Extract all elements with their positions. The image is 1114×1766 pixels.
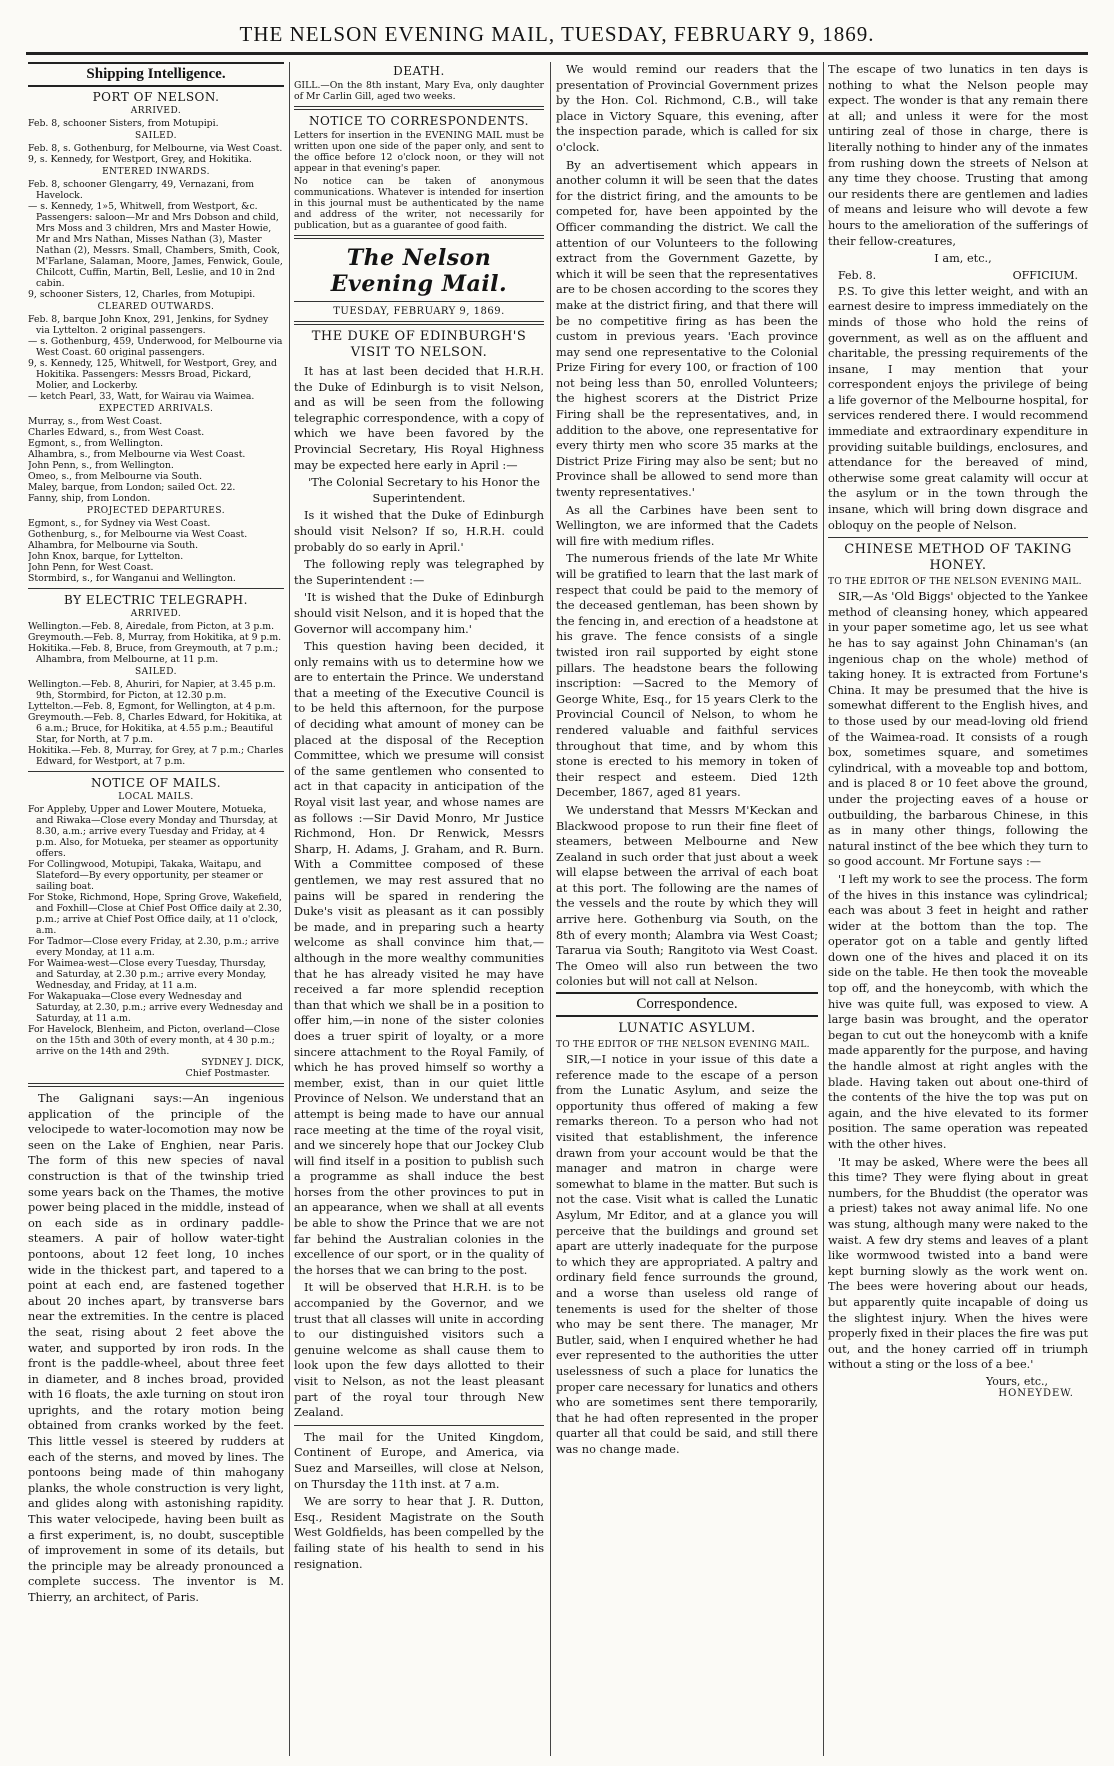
masthead-title: THE NELSON EVENING MAIL, TUESDAY, FEBRUARY 9, 1869. xyxy=(239,22,875,46)
mails-head: NOTICE OF MAILS. xyxy=(90,776,222,790)
letter-signature: OFFICIUM. xyxy=(1012,268,1078,282)
asylum-letter: SIR,—I notice in your issue of this date a reference made to the escape of a person from the Lunatic Asylum, and seize the opportunity thus offered of making a few remarks thereon. To a person who had not visited that establishment, the inference drawn from your account would be that the manager and matron in charge were somewhat to blame in the matter. But such is not the case. Visit what is called the Lunatic Asylum, Mr Editor, and at a glance you will perceive that the buildings and ground set apart are utterly inadequate for the purpose to which they are appropriated. A paltry and ordinary field fence surrounds the ground, and a worse than useless old range of tenements is used for the shelter of those who may be sent there. The manager, Mr Butler, said, when I enquired whether he had ever represented to the authorities the utter uselessness of such a place for lunatics the proper care necessary for lunatics and others who are sometimes sent there temporarily, that he had often represented in the proper quarter all that could be said, and still there was no change made. xyxy=(556,1053,818,1456)
column-2 xyxy=(294,62,544,1756)
telegraph-entry: Hokitika.—Feb. 8, Murray, for Grey, at 7 p.m.; Charles Edward, for Westport, at 7 p.m. xyxy=(28,745,284,767)
divider xyxy=(294,301,544,302)
masthead-rule xyxy=(26,52,1088,55)
honey-paragraph: 'I left my work to see the process. The form of the hives in this instance was cylindrical; each was about 3 feet in height and rather wider at the bottom than the top. The operator got on a table and gently lifted down one of the hives and placed it on its side on the table. He then took the moveable top off, and the honeycomb, with which the hive was quite full, was exposed to view. A large basin was brought, and the operator began to cut out the honeycomb with a knife made apparently for the purpose, and having the handle almost at right angles with the blade. Having taken out about one-third of the contents of the hive the top was put on again, and the hive elevated to its former position. The same operation was repeated with the other hives. xyxy=(828,872,1088,1151)
to-editor: TO THE EDITOR OF THE NELSON EVENING MAIL. xyxy=(828,577,1082,588)
local-paragraph: We understand that Messrs M'Keckan and Blackwood propose to run their fine fleet of steamers, between Melbourne and New Zealand in such order that just about a week will elapse between the arrival of each boat at this port. The following are the names of the vessels and the route by which they will arrive here. Gothenburg via South, on the 8th of every month; Alambra via West Coast; Tararua via South; Rangitoto via West Coast. The Omeo will also run between the two colonies but will not call at Nelson. xyxy=(556,803,818,989)
local-paragraph: As all the Carbines have been sent to Wellington, we are informed that the Cadets will fire with medium rifles. xyxy=(556,503,818,548)
honey-paragraph: SIR,—As 'Old Biggs' objected to the Yankee method of cleansing honey, which appeared in your paper sometime ago, let us see what he has to say against John Chinaman's (an ingenious chap on the whole) method of taking honey. It is extracted from Fortune's China. It may be presumed that the hive is somewhat different to the English hives, and to those used by our mead-loving old friend of the Waimea-road. It consists of a rough box, sometimes square, and sometimes cylindrical, with a moveable top and bottom, and is placed 8 or 10 feet above the ground, under the projecting eaves of a house or outbuilding, the barbarous Chinese, in this as in many other things, following the natural instinct of the bee which they turn to so good account. Mr Fortune says :— xyxy=(828,590,1088,869)
column-divider xyxy=(289,62,290,1756)
sub-head: LOCAL MAILS. xyxy=(118,792,194,802)
duke-paragraph: It has at last been decided that H.R.H. the Duke of Edinburgh is to visit Nelson, and as will be seen from the following telegraphic correspondence, with a copy of which we have been favored by the Provincial Secretary, His Royal Highness may be expected here early in April :— xyxy=(294,365,544,472)
column-divider xyxy=(823,62,824,1756)
shipping-title: Shipping Intelligence. xyxy=(28,62,284,87)
sub-head: PROJECTED DEPARTURES. xyxy=(86,506,226,516)
mail-entry: For Waimea-west—Close every Tuesday, Thursday, and Saturday, at 2.30 p.m.; arrive every Monday, Wednesday, and Friday, at 11 a.m. xyxy=(28,958,267,991)
ship-entry: John Penn, s., from Wellington. xyxy=(28,460,174,471)
ship-entry: Fanny, ship, from London. xyxy=(28,493,151,504)
ship-entry: — s. Gothenburg, 459, Underwood, for Melbourne via West Coast. 60 original passengers. xyxy=(28,336,283,358)
telegraph-entry: Lyttelton.—Feb. 8, Egmont, for Wellington, at 4 p.m. xyxy=(28,701,276,712)
notice-text: Letters for insertion in the EVENING MAIL must be written upon one side of the paper only, and sent to the office before 12 o'clock noon, or they will not appear in that evening's paper. xyxy=(294,130,544,174)
sub-head: ENTERED INWARDS. xyxy=(102,167,210,177)
duke-paragraph: The following reply was telegraphed by the Superintendent :— xyxy=(294,558,544,587)
ship-entry: Charles Edward, s., from West Coast. xyxy=(28,427,205,438)
letter-closing: Yours, etc., xyxy=(986,1374,1048,1388)
ship-entry: Egmont, s., from Wellington. xyxy=(28,438,164,449)
death-notice: GILL.—On the 8th instant, Mary Eva, only daughter of Mr Carlin Gill, aged two weeks. xyxy=(294,80,544,102)
sub-head: SAILED. xyxy=(134,667,178,677)
divider xyxy=(28,588,284,589)
dateline: TUESDAY, FEBRUARY 9, 1869. xyxy=(333,306,505,317)
mail-entry: For Wakapuaka—Close every Wednesday and Saturday, at 2.30, p.m.; arrive every Wednesday and Saturday, at 11 a.m. xyxy=(28,991,283,1024)
ship-entry: 9, s. Kennedy, for Westport, Grey, and Hokitika. xyxy=(28,154,252,165)
death-head: DEATH. xyxy=(393,64,445,78)
paper-title: The Nelson Evening Mail. xyxy=(330,245,508,297)
ship-entry: Feb. 8, barque John Knox, 291, Jenkins, for Sydney via Lyttelton. 2 original passengers. xyxy=(28,314,269,336)
sub-head: ARRIVED. xyxy=(130,609,182,619)
to-editor: TO THE EDITOR OF THE NELSON EVENING MAIL. xyxy=(556,1040,810,1051)
masthead xyxy=(0,0,1114,52)
column-divider xyxy=(550,62,551,1756)
ship-entry: 9, schooner Sisters, 12, Charles, from Motupipi. xyxy=(28,289,256,300)
local-paragraph: The numerous friends of the late Mr White will be gratified to learn that the last mark of respect that could be paid to the memory of the deceased gentleman, has been shown by the fencing in, and erection of a headstone at his grave. The fence consists of a single twisted iron rail supported by eight stone pillars. The headstone bears the following inscription: —Sacred to the Memory of George White, Esq., for 15 years Clerk to the Provincial Council of Nelson, to whom he rendered valuable and faithful services throughout that time, and by whom this stone is erected to his memory in token of their respect and esteem. Died 12th December, 1867, aged 81 years. xyxy=(556,552,818,800)
telegraph-entry: Wellington.—Feb. 8, Airedale, from Picton, at 3 p.m. xyxy=(28,621,275,632)
ship-entry: Gothenburg, s., for Melbourne via West Coast. xyxy=(28,529,248,540)
telegraph-head: BY ELECTRIC TELEGRAPH. xyxy=(64,593,248,607)
mail-signature-title: Chief Postmaster. xyxy=(185,1068,270,1079)
sub-head: EXPECTED ARRIVALS. xyxy=(98,404,214,414)
ship-entry: John Penn, for West Coast. xyxy=(28,562,154,573)
telegraph-entry: Wellington.—Feb. 8, Ahuriri, for Napier, at 3.45 p.m. 9th, Stormbird, for Picton, at 12.30 p.m. xyxy=(28,679,276,701)
ship-entry: — ketch Pearl, 33, Watt, for Wairau via Waimea. xyxy=(28,391,255,402)
honey-article-head: CHINESE METHOD OF TAKING HONEY. xyxy=(844,542,1072,574)
port-head: PORT OF NELSON. xyxy=(92,90,220,104)
letter-signature: HONEYDEW. xyxy=(998,1387,1074,1399)
ship-entry: Feb. 8, schooner Glengarry, 49, Vernazani, from Havelock. xyxy=(28,179,255,201)
mail-entry: For Tadmor—Close every Friday, at 2.30, p.m.; arrive every Monday, at 11 a.m. xyxy=(28,936,279,958)
dutton-paragraph: We are sorry to hear that J. R. Dutton, Esq., Resident Magistrate on the South West Goldfields, has been compelled by the failing state of his health to send in his resignation. xyxy=(294,1495,544,1571)
ship-entry: Alhambra, s., from Melbourne via West Coast. xyxy=(28,449,246,460)
mail-paragraph: The mail for the United Kingdom, Continent of Europe, and America, via Suez and Marseilles, will close at Nelson, on Thursday the 11th inst. at 7 a.m. xyxy=(294,1430,544,1491)
duke-paragraph: 'The Colonial Secretary to his Honor the Superintendent. xyxy=(308,476,540,505)
duke-paragraph: It will be observed that H.R.H. is to be accompanied by the Governor, and we trust that all classes will unite in according to our distinguished visitors such a genuine welcome as shall cause them to look upon the few days allotted to their visit to Nelson, as not the least pleasant part of the royal tour through New Zealand. xyxy=(294,1281,544,1420)
notice-head: NOTICE TO CORRESPONDENTS. xyxy=(309,114,529,128)
mail-entry: For Havelock, Blenheim, and Picton, overland—Close on the 15th and 30th of every month, at 4 30 p.m.; arrive on the 14th and 29th. xyxy=(28,1024,280,1057)
duke-article-head: THE DUKE OF EDINBURGH'S VISIT TO NELSON. xyxy=(311,329,527,360)
mail-signature: SYDNEY J. DICK, xyxy=(201,1057,284,1068)
divider xyxy=(294,321,544,325)
correspondence-head: Correspondence. xyxy=(556,992,818,1017)
divider xyxy=(28,1083,284,1087)
divider xyxy=(28,771,284,772)
duke-paragraph: 'It is wished that the Duke of Edinburgh should visit Nelson, and it is hoped that the Governor will accompany him.' xyxy=(294,591,544,636)
duke-paragraph: Is it wished that the Duke of Edinburgh should visit Nelson? If so, H.R.H. could probably do so early in April.' xyxy=(294,509,544,554)
asylum-head: LUNATIC ASYLUM. xyxy=(618,1021,756,1037)
telegraph-entry: Hokitika.—Feb. 8, Bruce, from Greymouth, at 7 p.m.; Alhambra, from Melbourne, at 11 p.m. xyxy=(28,643,279,665)
mail-entry: For Collingwood, Motupipi, Takaka, Waitapu, and Slateford—By every opportunity, per steamer or sailing boat. xyxy=(28,859,263,892)
ship-entry: Maley, barque, from London; sailed Oct. 22. xyxy=(28,482,236,493)
sub-head: CLEARED OUTWARDS. xyxy=(97,302,215,312)
divider xyxy=(294,235,544,239)
divider xyxy=(294,106,544,110)
ship-entry: Feb. 8, s. Gothenburg, for Melbourne, via West Coast. xyxy=(28,143,283,154)
ship-entry: 9, s. Kennedy, 125, Whitwell, for Westport, Grey, and Hokitika. Passengers: Messrs Broad, Pickard, Molier, and Lockerby. xyxy=(28,358,277,391)
letter-date: Feb. 8. xyxy=(838,268,877,282)
ship-entry: Stormbird, s., for Wanganui and Wellington. xyxy=(28,573,236,584)
column-4 xyxy=(828,62,1088,1756)
ship-entry: Egmont, s., for Sydney via West Coast. xyxy=(28,518,211,529)
honey-paragraph: 'It may be asked, Where were the bees all this time? They were flying about in great numbers, for the Bhuddist (the operator was a priest) takes not away animal life. No one was stung, although many were naked to the waist. A few dry stems and leaves of a plant like wormwood twisted into a band were kept burning slowly as the work went on. The bees were hovering about our heads, but apparently quite incapable of doing us the slightest injury. When the hives were properly fixed in their places the fire was put out, and the honey carried off in triumph without a sting or the loss of a bee.' xyxy=(828,1155,1088,1372)
ship-entry: Omeo, s., from Melbourne via South. xyxy=(28,471,203,482)
sub-head: SAILED. xyxy=(134,131,178,141)
duke-paragraph: This question having been decided, it only remains with us to determine how we are to entertain the Prince. We understand that a meeting of the Executive Council is to be held this afternoon, for the purpose of deciding what amount of money can be placed at the disposal of the Reception Committee, which we presume will consist of the same gentlemen who consented to act in that capacity in anticipation of the Royal visit last year, and whose names are as follows :—Sir David Monro, Mr Justice Richmond, Hon. Dr Renwick, Messrs Sharp, H. Adams, J. Graham, and R. Burn. With a Committee composed of these gentlemen, we may rest assured that no pains will be spared in rendering the Duke's visit as pleasant as it can possibly be made, and in preparing such a hearty welcome as shall convince him that,—although in the more wealthy communities that he has already visited he may have received a far more splendid reception than that which we shall be in a position to offer him,—in none of the sister colonies does a truer spirit of loyalty, or a more sincere attachment to the Royal Family, of which he has proved himself so worthy a member, exist, than in our quiet little Province of Nelson. We understand that an attempt is being made to have our annual race meeting at the time of the royal visit, and we sincerely hope that our Jockey Club will find itself in a position to publish such a programme as shall induce the best horses from the other provinces to put in an appearance, when we shall at all events be able to show the Prince that we are not far behind the Australian colonies in the excellence of our sport, or in the quality of the horses that we can bring to the post. xyxy=(294,640,544,1277)
notice-text: No notice can be taken of anonymous communications. Whatever is intended for insertion in this journal must be authenticated by the name and address of the writer, not necessarily for publication, but as a guarantee of good faith. xyxy=(294,176,544,231)
ship-entry: Feb. 8, schooner Sisters, from Motupipi. xyxy=(28,118,219,129)
local-paragraph: By an advertisement which appears in another column it will be seen that the dates for the district firing, and the amounts to be competed for, have been appointed by the Officer commanding the district. We call the attention of our Volunteers to the following extract from the Government Gazette, by which it will be seen that the representatives are to be chosen according to the scores they make at the district firing, and that there will be no competitive firing as has been the custom in previous years. 'Each province may send one representative to the Colonial Prize Firing for every 100, or fraction of 100 not being less than 50, enrolled Volunteers; the highest scorers at the District Prize Firing shall be the representatives, and, in addition to the above, one representative for every thirty men who score 35 marks at the District Prize Firing may also be sent; but no Province shall be allowed to send more than twenty representatives.' xyxy=(556,158,818,500)
letter-signature-row xyxy=(838,269,1078,282)
ship-entry: — s. Kennedy, 1»5, Whitwell, from Westport, &c. Passengers: saloon—Mr and Mrs Dobson and child, Mrs Moss and 3 children, Mrs and Master Howie, Mr and Mrs Nathan, Misses Nathan (3), Master Nathan (2), Messrs. Small, Chambers, Smith, Cook, M'Farlane, Salaman, Moore, James, Fenwick, Goule, Chilcott, Cuffin, Martin, Bell, Leslie, and 10 in 2nd cabin. xyxy=(28,201,283,289)
asylum-letter-continued: The escape of two lunatics in ten days is nothing to what the Nelson people may expect. The wonder is that any remain there at all; and unless it were for the most untiring zeal of those in charge, there is literally nothing to hinder any of the inmates from rushing down the streets of Nelson at any time they choose. Trusting that among our residents there are gentlemen and ladies of means and leisure who will devote a few hours to the amelioration of the sufferings of their fellow-creatures, xyxy=(828,63,1088,248)
column-1 xyxy=(28,62,284,1756)
divider xyxy=(294,1425,544,1426)
sub-head: ARRIVED. xyxy=(130,106,182,116)
mail-entry: For Stoke, Richmond, Hope, Spring Grove, Wakefield, and Foxhill—Close at Chief Post Office daily at 2.30, p.m.; arrive at Chief Post Office daily, at 11 o'clock, a.m. xyxy=(28,892,282,936)
galignani-article: The Galignani says:—An ingenious application of the principle of the velocipede to water-locomotion may now be seen on the Lake of Enghien, near Paris. The form of this new species of naval construction is that of the twinship tried some years back on the Thames, the motive power being placed in the middle, instead of on each side as in ordinary paddle-steamers. A pair of hollow water-tight pontoons, about 12 feet long, 10 inches wide in the thickest part, and tapered to a point at each end, are fastened together about 20 inches apart, by transverse bars near the extremities. In the centre is placed the seat, rising about 2 feet above the water, and supported by iron rods. In the front is the paddle-wheel, about three feet in diameter, and 8 inches broad, provided with 16 floats, the axle turning on stout iron uprights, and the rotary motion being obtained from cranks worked by the feet. This little vessel is steered by rudders at each of the sterns, and moved by lines. The pontoons being made of thin mahogany planks, the whole construction is very light, and glides along with astonishing rapidity. This water velocipede, having been built as a first experiment, is, no doubt, susceptible of improvement in some of its details, but the principle may be already pronounced a complete success. The inventor is M. Thierry, an architect, of Paris. xyxy=(28,1092,284,1604)
telegraph-entry: Greymouth.—Feb. 8, Charles Edward, for Hokitika, at 6 a.m.; Bruce, for Hokitika, at 4.55 p.m.; Beautiful Star, for North, at 7 p.m. xyxy=(28,712,282,745)
ship-entry: Alhambra, for Melbourne via South. xyxy=(28,540,199,551)
column-3 xyxy=(556,62,818,1756)
postscript: P.S. To give this letter weight, and with an earnest desire to impress immediately on the minds of those who hold the reins of government, as well as on the affluent and charitable, the pressing requirements of the insane, I may mention that your correspondent enjoys the privilege of being a life governor of the Melbourne hospital, for services rendered there. I would recommend immediate and extraordinary expenditure in providing suitable buildings, enclosures, and attendance for the bereaved of mind, otherwise some great calamity will occur at the asylum or in the town through the insane, which will bring down disgrace and obloquy on the people of Nelson. xyxy=(828,284,1088,532)
divider xyxy=(828,537,1088,538)
telegraph-entry: Greymouth.—Feb. 8, Murray, from Hokitika, at 9 p.m. xyxy=(28,632,282,643)
mail-entry: For Appleby, Upper and Lower Moutere, Motueka, and Riwaka—Close every Monday and Thursday, at 8.30, a.m.; arrive every Tuesday and Friday, at 4 p.m. Also, for Motueka, per steamer as opportunity offers. xyxy=(28,804,279,859)
ship-entry: John Knox, barque, for Lyttelton. xyxy=(28,551,184,562)
local-paragraph: We would remind our readers that the presentation of Provincial Government prizes by the Hon. Col. Richmond, C.B., will take place in Victory Square, this evening, after the inspection parade, which is called for six o'clock. xyxy=(556,63,818,154)
ship-entry: Murray, s., from West Coast. xyxy=(28,416,163,427)
letter-closing: I am, etc., xyxy=(934,252,992,266)
